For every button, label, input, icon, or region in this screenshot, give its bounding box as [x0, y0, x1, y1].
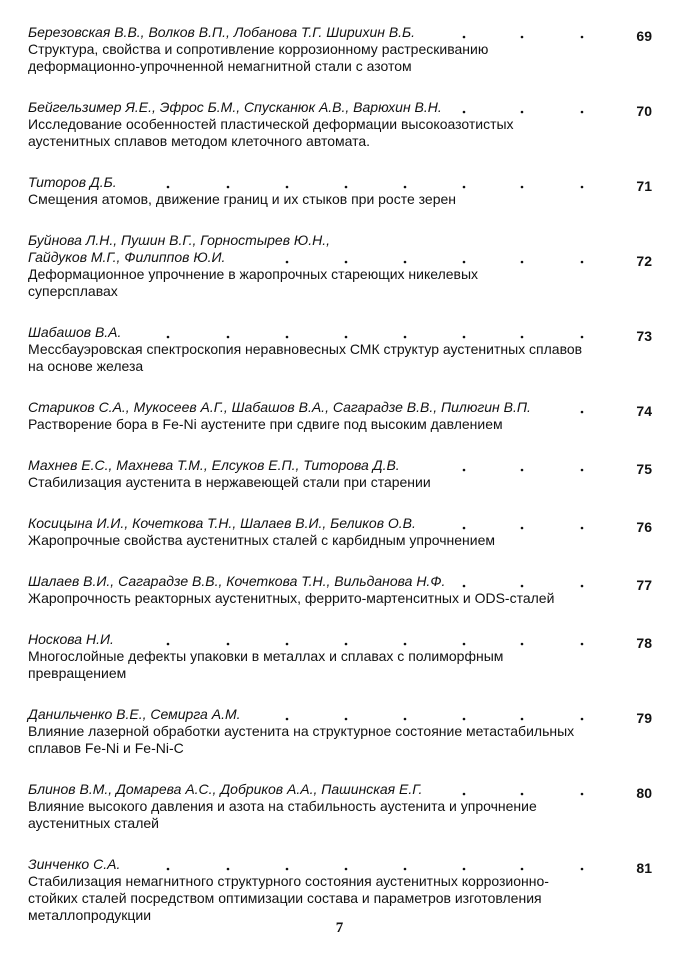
entry-page-number: 71	[636, 178, 652, 194]
entry-authors: Зинченко С.А.	[28, 856, 121, 872]
entry-authors: Шабашов В.А.	[28, 324, 122, 340]
entry-title: Деформационное упрочнение в жаропрочных стареющих никелевых суперсплавах	[28, 266, 479, 299]
toc-entry	[28, 706, 658, 757]
entry-title: Жаропрочные свойства аустенитных сталей с карбидным упрочнением	[28, 532, 496, 548]
toc-entry	[28, 457, 658, 491]
toc-entry	[28, 99, 658, 150]
entry-title: Исследование особенностей пластической деформации высокоазотистых аустенитных сплавов методом клеточного автомата.	[28, 116, 514, 149]
entry-page-number: 80	[636, 785, 652, 801]
entry-page-number: 79	[636, 710, 652, 726]
toc-entry	[28, 324, 658, 375]
entry-title: Влияние лазерной обработки аустенита на структурное состояние метастабильных сплавов Fe-Ni и Fe-Ni-C	[28, 723, 575, 756]
entry-authors: Шалаев В.И., Сагарадзе В.В., Кочеткова Т.Н., Вильданова Н.Ф.	[28, 573, 446, 589]
toc-entry	[28, 573, 658, 607]
entry-title: Влияние высокого давления и азота на стабильность аустенита и упрочнение аустенитных сталей	[28, 798, 537, 831]
entry-page-number: 81	[636, 860, 652, 876]
entry-page-number: 73	[636, 328, 652, 344]
entry-page-number: 69	[636, 28, 652, 44]
entry-page-number: 77	[636, 577, 652, 593]
entry-title: Стабилизация немагнитного структурного состояния аустенитных коррозионно- стойких сталей посредством оптимизации состава и параметров изготовления металлопродукции	[28, 873, 549, 923]
entry-authors: Носкова Н.И.	[28, 631, 114, 647]
toc-entry	[28, 174, 658, 208]
entry-title: Растворение бора в Fe-Ni аустените при сдвиге под высоким давлением	[28, 416, 503, 432]
toc-entry	[28, 856, 658, 924]
entry-title: Мессбауэровская спектроскопия неравновесных СМК структур аустенитных сплавов на основе железа	[28, 341, 583, 374]
entry-page-number: 76	[636, 519, 652, 535]
entry-page-number: 75	[636, 461, 652, 477]
toc-entry	[28, 631, 658, 682]
entry-authors: Махнев Е.С., Махнева Т.М., Елсуков Е.П., Титорова Д.В.	[28, 457, 400, 473]
entry-title: Структура, свойства и сопротивление коррозионному растрескиванию деформационно-упрочненной немагнитной стали с азотом	[28, 41, 489, 74]
entry-title: Смещения атомов, движение границ и их стыков при росте зерен	[28, 191, 457, 207]
entry-title: Стабилизация аустенита в нержавеющей стали при старении	[28, 474, 431, 490]
entry-title: Многослойные дефекты упаковки в металлах и сплавах с полиморфным превращением	[28, 648, 504, 681]
entry-page-number: 78	[636, 635, 652, 651]
toc-entry	[28, 232, 658, 300]
entry-authors: Бейгельзимер Я.Е., Эфрос Б.М., Спусканюк А.В., Варюхин В.Н.	[28, 99, 442, 115]
toc-entry	[28, 399, 658, 433]
entry-authors: Буйнова Л.Н., Пушин В.Г., Горностырев Ю.Н., Гайдуков М.Г., Филиппов Ю.И.	[28, 232, 330, 265]
entry-authors: Блинов В.М., Домарева А.С., Добриков А.А., Пашинская Е.Г.	[28, 781, 423, 797]
page-number: 7	[335, 920, 344, 936]
entry-page-number: 72	[636, 253, 652, 269]
entry-page-number: 70	[636, 103, 652, 119]
toc-entry	[28, 515, 658, 549]
entry-authors: Стариков С.А., Мукосеев А.Г., Шабашов В.А., Сагарадзе В.В., Пилюгин В.П.	[28, 399, 531, 415]
entry-authors: Косицына И.И., Кочеткова Т.Н., Шалаев В.И., Беликов О.В.	[28, 515, 416, 531]
toc-entry	[28, 24, 658, 75]
entry-authors: Данильченко В.Е., Семирга А.М.	[28, 706, 241, 722]
toc-entry	[28, 781, 658, 832]
entry-title: Жаропрочность реакторных аустенитных, феррито-мартенситных и ODS-сталей	[28, 590, 555, 606]
entry-authors: Титоров Д.Б.	[28, 174, 117, 190]
entry-page-number: 74	[636, 403, 652, 419]
table-of-contents	[28, 24, 658, 948]
entry-authors: Березовская В.В., Волков В.П., Лобанова Т.Г. Ширихин В.Б.	[28, 24, 416, 40]
